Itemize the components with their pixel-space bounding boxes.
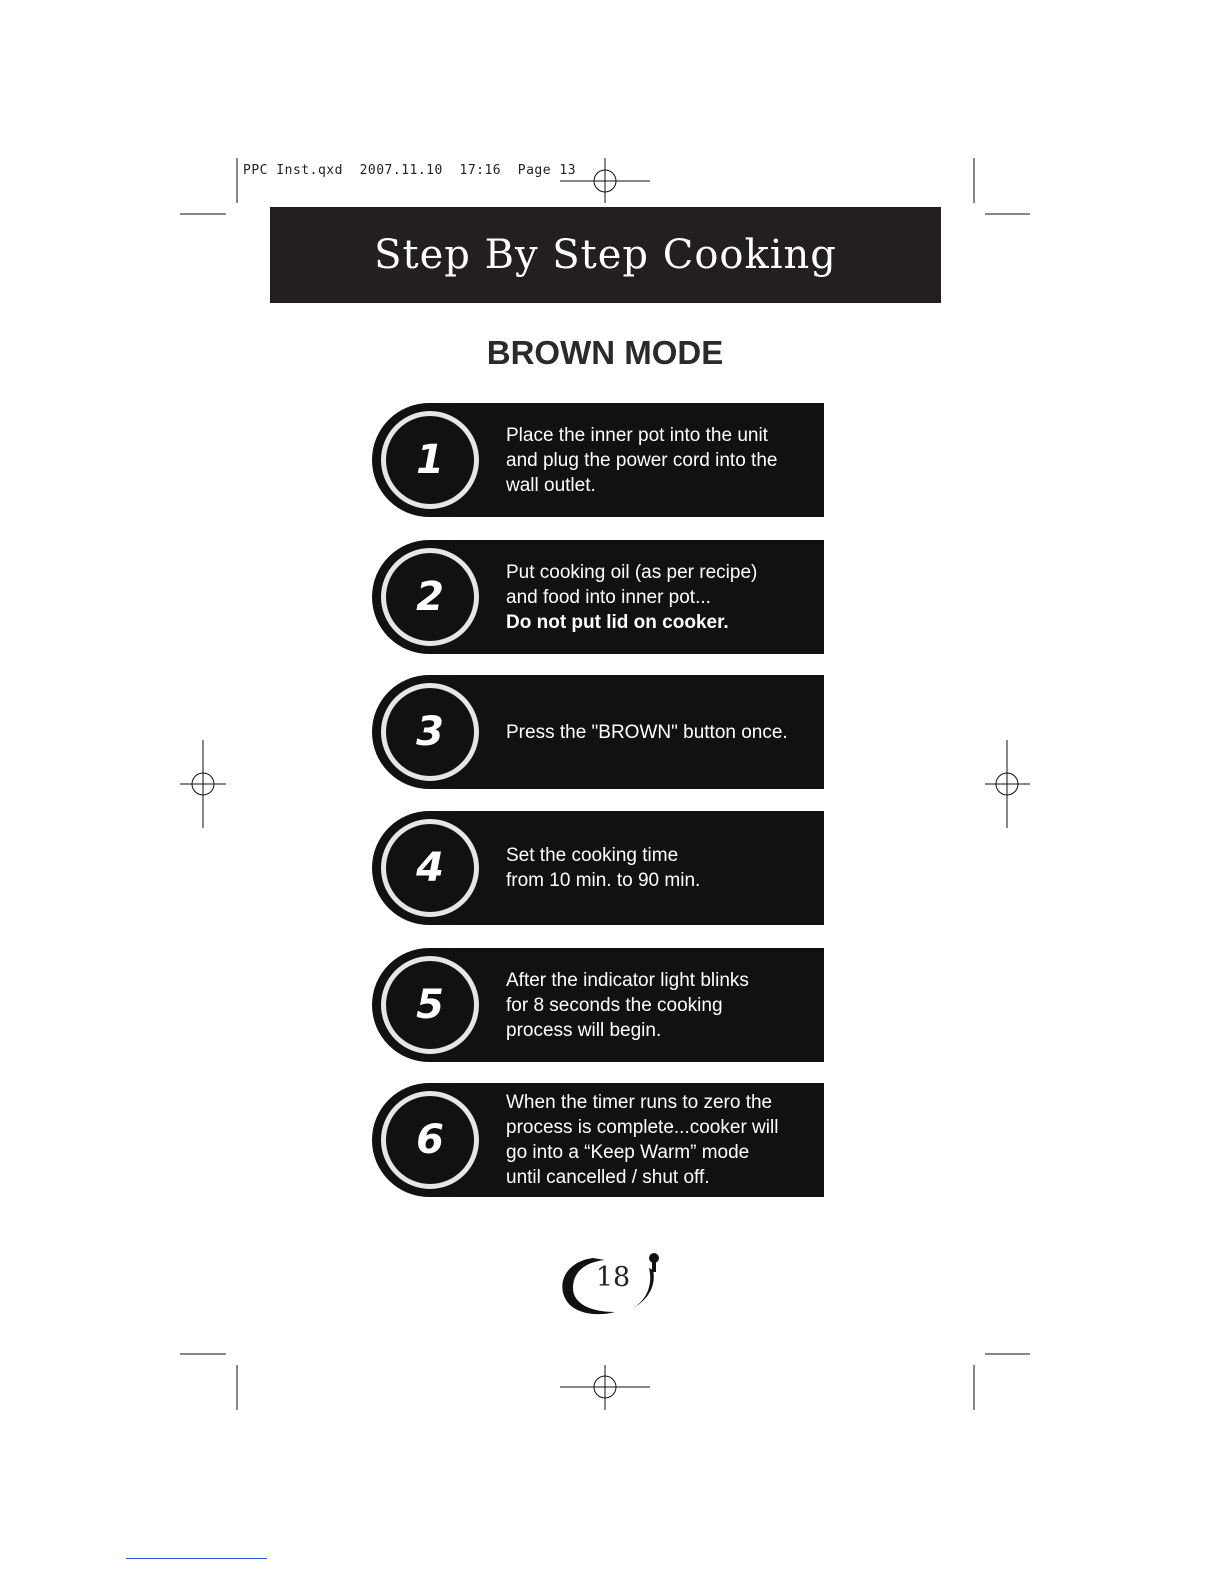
slug-line: PPC Inst.qxd 2007.11.10 17:16 Page 13 xyxy=(243,163,577,178)
step-text-line: Put cooking oil (as per recipe) xyxy=(506,561,758,583)
step-number-badge xyxy=(381,1091,479,1189)
step-number: 3 xyxy=(416,709,444,755)
step-number: 1 xyxy=(416,437,444,483)
step-row xyxy=(372,1083,824,1197)
step-disc xyxy=(372,948,486,1062)
page-title: Step By Step Cooking xyxy=(374,232,837,278)
step-text-line: until cancelled / shut off. xyxy=(506,1167,710,1188)
step-number-badge xyxy=(381,548,479,646)
step-text-line: go into a “Keep Warm” mode xyxy=(506,1142,750,1163)
step-text-line: When the timer runs to zero the xyxy=(506,1092,773,1113)
step-number: 2 xyxy=(416,574,444,620)
step-number-badge xyxy=(381,411,479,509)
step-text-line: wall outlet. xyxy=(506,474,596,496)
step-disc xyxy=(372,675,486,789)
link-underline xyxy=(126,1558,267,1559)
step-text xyxy=(506,1083,816,1197)
step-number-badge xyxy=(381,819,479,917)
step-number-badge xyxy=(381,683,479,781)
step-disc xyxy=(372,811,486,925)
step-text-line: process will begin. xyxy=(506,1019,662,1041)
step-text-line: Set the cooking time xyxy=(506,845,679,866)
step-warning: Do not put lid on cooker. xyxy=(506,611,729,633)
step-disc xyxy=(372,403,486,517)
step-disc xyxy=(372,540,486,654)
section-heading: BROWN MODE xyxy=(486,334,724,371)
step-disc xyxy=(372,1083,486,1197)
step-number-badge xyxy=(381,956,479,1054)
step-text xyxy=(506,403,816,517)
step-text-line: from 10 min. to 90 min. xyxy=(506,870,701,891)
step-row xyxy=(372,540,824,654)
step-text-line: for 8 seconds the cooking xyxy=(506,994,723,1016)
step-row xyxy=(372,675,824,789)
step-text-line: and plug the power cord into the xyxy=(506,449,778,471)
step-text-line: and food into inner pot... xyxy=(506,586,711,608)
step-text xyxy=(506,811,816,925)
step-text xyxy=(506,948,816,1062)
step-number: 5 xyxy=(416,982,444,1028)
header-banner xyxy=(270,207,941,303)
step-text xyxy=(506,675,816,789)
step-text-line: process is complete...cooker will xyxy=(506,1117,779,1138)
step-row xyxy=(372,948,824,1062)
step-number: 6 xyxy=(416,1117,444,1163)
step-text-line: After the indicator light blinks xyxy=(506,969,749,991)
page-number: 18 xyxy=(595,1262,631,1293)
step-text-line: Place the inner pot into the unit xyxy=(506,424,768,446)
step-row xyxy=(372,403,824,517)
step-row xyxy=(372,811,824,925)
step-text-line: Press the "BROWN" button once. xyxy=(506,721,788,743)
step-text xyxy=(506,540,816,654)
step-number: 4 xyxy=(416,845,444,891)
